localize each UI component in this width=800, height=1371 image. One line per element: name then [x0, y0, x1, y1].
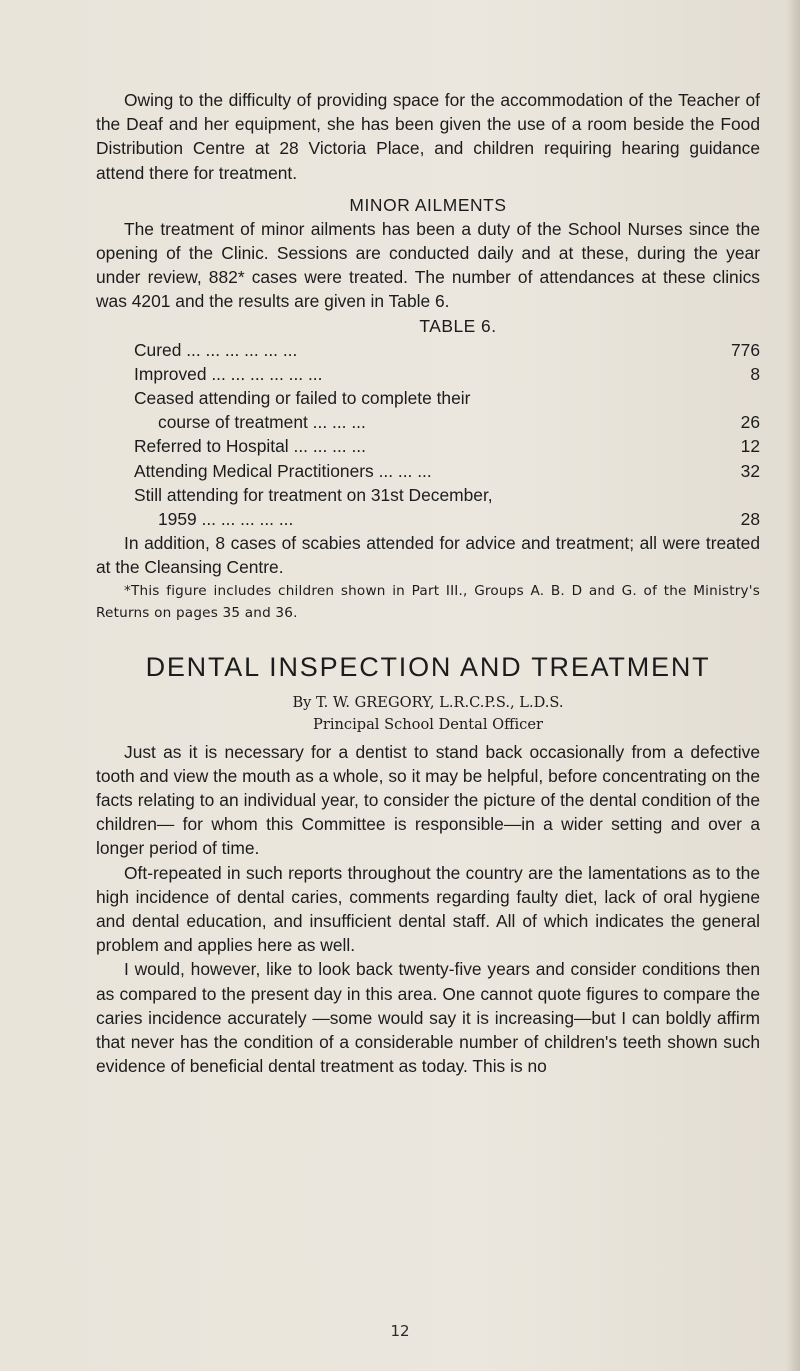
row-label: Ceased attending or failed to complete their: [134, 388, 471, 409]
row-label: Cured ... ... ... ... ... ...: [134, 339, 298, 360]
page-edge-shadow: [786, 0, 800, 1371]
dental-paragraph-1: Just as it is necessary for a dentist to stand back occasionally from a defective tooth and view the mouth as a whole, so it may be helpful, before concentrating on the facts relating to an individual year, to consider the picture of the dental condition of the children— for whom this Committee is responsible—in a wider setting and over a longer period of time.: [96, 741, 760, 859]
page-number: 12: [390, 1322, 410, 1340]
row-value: 28: [740, 509, 760, 530]
minor-ailments-heading: MINOR AILMENTS: [349, 194, 507, 215]
author-title: Principal School Dental Officer: [313, 715, 543, 733]
row-value: 776: [730, 339, 760, 360]
intro-paragraph: Owing to the difficulty of providing space for the accommodation of the Teacher of the Deaf and her equipment, she has been given the use of a room beside the Food Distribution Centre at 28 Victoria Place, and children requiring hearing guidance attend there for treatment.: [96, 90, 760, 183]
table-row: [134, 459, 760, 483]
page-content: [96, 88, 760, 1079]
minor-ailments-paragraph: The treatment of minor ailments has been a duty of the School Nurses since the opening of the Clinic. Sessions are conducted daily and at these, during the year under review, 882* cases were treated. The number of attendances at these clinics was 4201 and the results are given in Table 6.: [96, 218, 760, 312]
row-label: 1959 ... ... ... ... ...: [158, 509, 294, 530]
table-row: [134, 386, 760, 410]
table-row: [134, 362, 760, 386]
table-6-title: TABLE 6.: [419, 315, 497, 336]
row-value: 32: [740, 460, 760, 481]
scabies-paragraph: In addition, 8 cases of scabies attended for advice and treatment; all were treated at the Cleansing Centre.: [96, 533, 760, 578]
dental-paragraph-2: Oft-repeated in such reports throughout the country are the lamentations as to the high incidence of dental caries, comments regarding faulty diet, lack of oral hygiene and dental education, and insufficient dental staff. All of which indicates the general problem and applies here as well.: [96, 862, 760, 956]
dental-heading: DENTAL INSPECTION AND TREATMENT: [145, 651, 711, 682]
table-row: [134, 410, 760, 434]
row-label: Referred to Hospital ... ... ... ...: [134, 436, 366, 457]
author-byline: By T. W. GREGORY, L.R.C.P.S., L.D.S.: [292, 693, 564, 711]
row-label: Improved ... ... ... ... ... ...: [134, 363, 323, 384]
table-row: [134, 483, 760, 507]
table-6: [134, 338, 760, 532]
row-label: course of treatment ... ... ...: [158, 412, 366, 433]
row-label: Attending Medical Practitioners ... ... ...: [134, 460, 432, 481]
row-label: Still attending for treatment on 31st December,: [134, 484, 493, 505]
row-value: 12: [740, 436, 760, 457]
row-value: 8: [750, 363, 760, 384]
table-row: [134, 507, 760, 531]
row-value: 26: [740, 412, 760, 433]
table-row: [134, 434, 760, 458]
footnote: *This figure includes children shown in Part III., Groups A. B. D and G. of the Ministry's Returns on pages 35 and 36.: [96, 582, 760, 621]
table-row: [134, 338, 760, 362]
dental-paragraph-3: I would, however, like to look back twenty-five years and consider conditions then as compared to the present day in this area. One cannot quote figures to compare the caries incidence accurately —some would say it is increasing—but I can boldly affirm that never has the condition of a considerable number of children's teeth shown such evidence of beneficial dental treatment as today. This is no: [96, 959, 760, 1077]
